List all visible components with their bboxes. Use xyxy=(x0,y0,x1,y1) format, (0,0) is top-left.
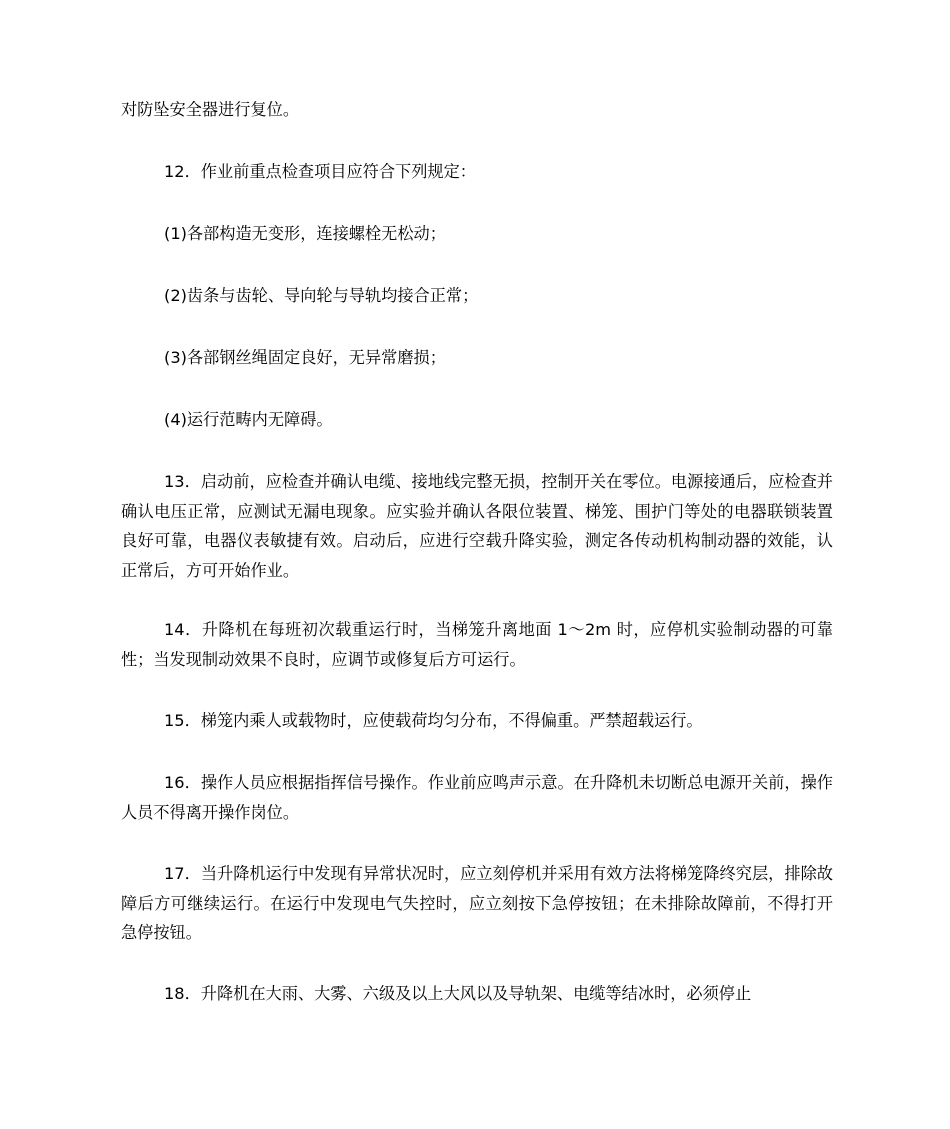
paragraph-item-13: 13．启动前，应检查并确认电缆、接地线完整无损，控制开关在零位。电源接通后，应检查并确认电压正常，应测试无漏电现象。应实验并确认各限位装置、梯笼、围护门等处的电器联锁装置良好可靠，电器仪表敏捷有效。启动后，应进行空载升降实验，测定各传动机构制动器的效能，认正常后，方可开始作业。 xyxy=(121,472,833,580)
paragraph-item-12: 12．作业前重点检查项目应符合下列规定： xyxy=(164,162,476,181)
paragraph-item-17: 17．当升降机运行中发现有异常状况时，应立刻停机并采用有效方法将梯笼降终究层，排除故障后方可继续运行。在运行中发现电气失控时，应立刻按下急停按钮；在未排除故障前，不得打开急停按钮。 xyxy=(121,864,833,942)
paragraph-item-14: 14．升降机在每班初次载重运行时，当梯笼升离地面 1～2m 时，应停机实验制动器的可靠性；当发现制动效果不良时，应调节或修复后方可运行。 xyxy=(121,620,833,669)
paragraph-subitem-4: (4)运行范畴内无障碍。 xyxy=(164,410,333,429)
paragraph-item-15: 15．梯笼内乘人或载物时，应使载荷均匀分布，不得偏重。严禁超载运行。 xyxy=(164,711,703,730)
paragraph-subitem-2: (2)齿条与齿轮、导向轮与导轨均接合正常； xyxy=(164,286,479,305)
paragraph-subitem-3: (3)各部钢丝绳固定良好，无异常磨损； xyxy=(164,348,446,367)
paragraph-subitem-1: (1)各部构造无变形，连接螺栓无松动； xyxy=(164,224,446,243)
paragraph-continuation: 对防坠安全器进行复位。 xyxy=(121,100,300,119)
paragraph-item-16: 16．操作人员应根据指挥信号操作。作业前应鸣声示意。在升降机未切断总电源开关前，操作人员不得离开操作岗位。 xyxy=(121,773,833,822)
paragraph-item-18: 18．升降机在大雨、大雾、六级及以上大风以及导轨架、电缆等结冰时，必须停止 xyxy=(164,984,752,1003)
